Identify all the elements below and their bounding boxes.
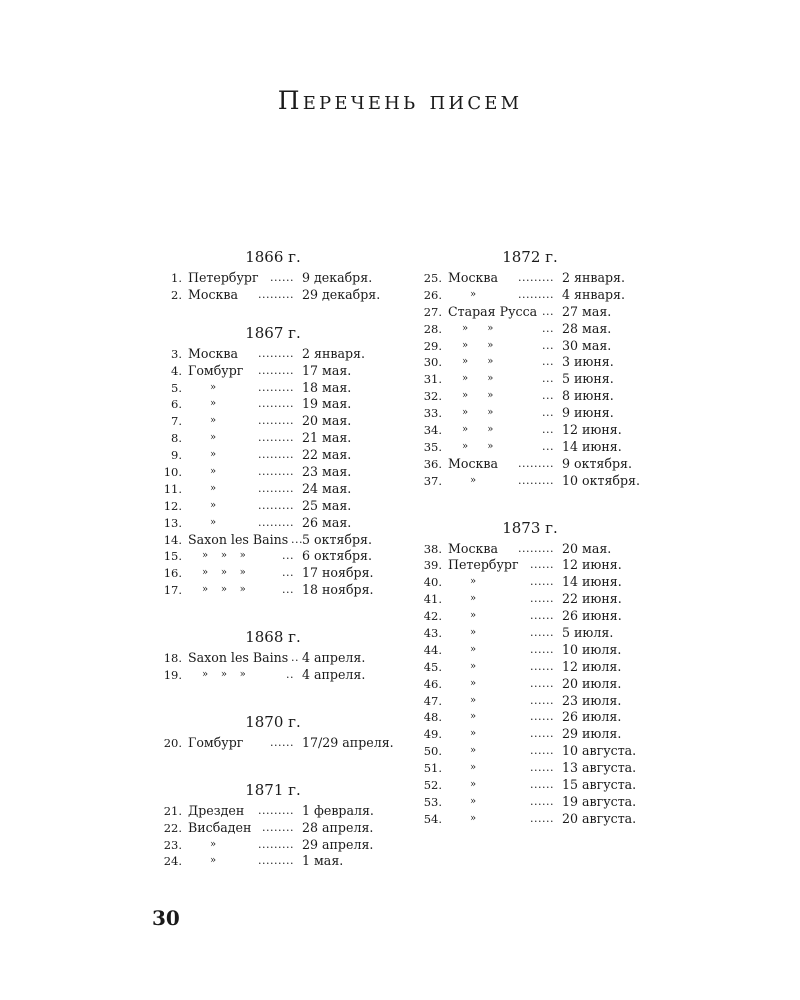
letter-entry [410, 270, 650, 287]
letter-entry [410, 794, 650, 811]
letter-number: 1. [171, 271, 182, 285]
letter-date: 15 августа. [562, 777, 637, 793]
letter-place: » [210, 516, 217, 528]
year-heading: 1866 г. [245, 248, 301, 266]
letter-date: 18 ноября. [302, 582, 374, 598]
letter-number: 17. [163, 583, 182, 598]
letter-number: 13. [163, 515, 182, 530]
letter-entry [410, 743, 650, 760]
letter-entry [410, 541, 650, 558]
letter-date: 23 июля. [562, 692, 622, 708]
letter-number: 54. [423, 811, 442, 826]
leader-dots: ......... [258, 515, 294, 529]
letter-place: » [470, 610, 477, 622]
year-heading: 1873 г. [502, 518, 558, 537]
leader-dots: ...... [530, 794, 554, 808]
letter-place: » [210, 398, 217, 410]
leader-dots: ......... [258, 397, 294, 411]
letter-place: Висбаден [188, 819, 252, 835]
letter-entry [410, 625, 650, 642]
leader-dots: ......... [258, 346, 294, 360]
leader-dots: ... [282, 549, 294, 563]
letter-entry [410, 574, 650, 591]
letter-date: 10 июля. [562, 641, 622, 657]
letter-date: 1 мая. [302, 853, 344, 869]
letter-number: 34. [423, 423, 442, 438]
letter-place: » [470, 474, 477, 486]
letter-entry [150, 837, 390, 854]
letter-date: 3 июня. [562, 354, 614, 370]
letter-place: » [470, 576, 477, 588]
letter-place: » » » [202, 567, 246, 579]
letters-column-right [410, 246, 650, 828]
leader-dots: ...... [530, 710, 554, 724]
letter-date: 22 мая. [302, 447, 352, 463]
letter-number: 25. [423, 271, 442, 285]
letter-place: » [470, 677, 477, 689]
letter-entry [150, 396, 390, 413]
letters-column-left [150, 246, 394, 870]
letter-place: Saxon les Bains [188, 531, 289, 547]
letter-date: 23 мая. [302, 464, 352, 480]
letter-number: 50. [423, 744, 442, 759]
letter-number: 9. [171, 448, 182, 463]
leader-dots: ...... [270, 735, 294, 749]
leader-dots: ... [542, 355, 554, 369]
letter-number: 7. [171, 414, 182, 429]
letter-number: 33. [423, 406, 442, 421]
letter-entry [410, 304, 650, 321]
letter-date: 8 июня. [562, 388, 614, 404]
leader-dots: ......... [258, 803, 294, 817]
leader-dots: ... [542, 423, 554, 437]
letter-entry [410, 405, 650, 422]
leader-dots: ...... [530, 659, 554, 673]
leader-dots: ......... [518, 271, 554, 284]
letter-date: 4 апреля. [302, 650, 366, 666]
leader-dots: ... [542, 406, 554, 420]
letter-place: Гомбург [188, 734, 244, 750]
letter-entry [150, 532, 390, 549]
letter-entry [410, 726, 650, 743]
letter-entry [410, 473, 650, 490]
leader-dots: ...... [530, 642, 554, 656]
leader-dots: ......... [518, 541, 554, 555]
letter-place: Гомбург [188, 362, 244, 378]
letter-number: 4. [171, 363, 182, 378]
letter-place: » [210, 466, 217, 478]
letter-date: 2 января. [562, 270, 625, 285]
leader-dots: ........ [262, 820, 294, 834]
letter-entry [150, 853, 390, 870]
letter-date: 20 августа. [562, 810, 637, 826]
year-heading: 1867 г. [245, 323, 301, 342]
letter-date: 17/29 апреля. [302, 734, 394, 750]
letter-place: » » [462, 356, 494, 368]
letter-place: Saxon les Bains [188, 650, 289, 666]
letter-number: 16. [163, 566, 182, 581]
leader-dots: .. [286, 668, 294, 682]
leader-dots: ... [291, 532, 303, 546]
leader-dots: ...... [530, 609, 554, 623]
letter-entry [410, 321, 650, 338]
letter-place: » » » [202, 669, 246, 681]
letter-number: 39. [423, 558, 442, 573]
letter-date: 22 июня. [562, 591, 622, 607]
letter-entry [150, 498, 390, 515]
leader-dots: ......... [258, 287, 294, 301]
letter-number: 48. [423, 710, 442, 725]
letter-entry [150, 565, 390, 582]
letter-number: 49. [423, 727, 442, 742]
letter-entry [410, 287, 650, 304]
letter-date: 25 мая. [302, 497, 352, 513]
leader-dots: ...... [530, 727, 554, 741]
letter-date: 9 октября. [562, 455, 632, 471]
letter-date: 14 июня. [562, 574, 622, 590]
letter-date: 4 января. [562, 286, 625, 302]
letter-number: 3. [171, 346, 182, 361]
letter-entry [150, 734, 394, 752]
letter-entry [150, 803, 390, 820]
leader-dots: ... [282, 583, 294, 597]
letter-entry [150, 270, 390, 287]
letter-number: 28. [423, 321, 442, 336]
letter-date: 18 мая. [302, 379, 352, 395]
letter-number: 37. [423, 473, 442, 488]
letter-place: Москва [188, 345, 238, 361]
letter-date: 20 мая. [302, 413, 352, 429]
letter-entry [150, 548, 390, 565]
letter-date: 29 апреля. [302, 836, 374, 852]
letter-place: » [470, 694, 477, 706]
letter-date: 17 мая. [302, 362, 352, 378]
year-heading: 1871 г. [245, 780, 301, 799]
leader-dots: ......... [518, 473, 554, 487]
letter-number: 51. [423, 761, 442, 776]
letter-place: » [470, 627, 477, 639]
letter-entry [150, 363, 390, 380]
letter-entry [410, 642, 650, 659]
letter-number: 26. [423, 287, 442, 302]
letter-number: 41. [423, 592, 442, 607]
letter-number: 35. [423, 439, 442, 454]
letter-entry [410, 591, 650, 608]
letter-place: » [470, 288, 477, 300]
letter-date: 12 июля. [562, 658, 622, 674]
letter-date: 14 июня. [562, 438, 622, 454]
letter-place: Москва [448, 455, 498, 471]
letter-place: » [470, 711, 477, 723]
letter-date: 13 августа. [562, 760, 637, 776]
letter-place: » » » [202, 550, 246, 562]
letter-date: 29 июля. [562, 726, 622, 742]
letter-number: 27. [423, 304, 442, 319]
letter-entry [410, 439, 650, 456]
letter-number: 40. [423, 575, 442, 590]
leader-dots: ......... [258, 854, 294, 868]
letter-date: 26 июня. [562, 608, 622, 624]
leader-dots: ...... [270, 271, 294, 284]
letter-entry [410, 371, 650, 388]
letter-date: 17 ноября. [302, 565, 374, 581]
letter-number: 12. [163, 498, 182, 513]
letter-place: Москва [448, 540, 498, 556]
letter-entry [410, 811, 650, 828]
letter-number: 15. [163, 549, 182, 564]
letter-number: 22. [163, 820, 182, 835]
leader-dots: .. [291, 651, 299, 665]
letter-place: » » [462, 440, 494, 452]
page-number: 30 [152, 906, 180, 930]
letter-date: 26 мая. [302, 514, 352, 530]
letter-entry [410, 338, 650, 355]
letter-number: 2. [171, 287, 182, 302]
letter-place: » [470, 728, 477, 740]
letter-number: 6. [171, 397, 182, 412]
letter-entry [410, 388, 650, 405]
leader-dots: ......... [258, 363, 294, 377]
letter-date: 10 октября. [562, 472, 640, 488]
letter-place: » [210, 838, 217, 850]
leader-dots: ...... [530, 778, 554, 792]
letter-entry [410, 456, 650, 473]
letter-number: 38. [423, 541, 442, 556]
letter-number: 44. [423, 642, 442, 657]
letter-date: 26 июля. [562, 709, 622, 725]
letter-number: 31. [423, 372, 442, 387]
letter-entry [410, 608, 650, 625]
letter-place: Москва [188, 286, 238, 302]
letter-date: 30 мая. [562, 337, 612, 353]
leader-dots: ...... [530, 592, 554, 606]
letter-date: 28 апреля. [302, 819, 374, 835]
letter-place: » [210, 855, 217, 867]
letter-date: 5 июля. [562, 625, 614, 641]
letter-place: » [470, 745, 477, 757]
letter-entry [150, 346, 390, 363]
letter-place: Москва [448, 270, 498, 285]
leader-dots: ... [542, 372, 554, 386]
letter-place: » [470, 593, 477, 605]
letter-place: » » [462, 322, 494, 334]
letter-date: 4 апреля. [302, 667, 366, 683]
letter-date: 10 августа. [562, 743, 637, 759]
year-heading: 1870 г. [245, 712, 301, 731]
year-heading: 1872 г. [502, 248, 558, 266]
leader-dots: ......... [258, 431, 294, 445]
letter-place: Петербург [448, 557, 519, 573]
letter-entry [410, 709, 650, 726]
letter-place: » [470, 762, 477, 774]
letter-place: Старая Русса [448, 303, 538, 319]
leader-dots: ...... [530, 558, 554, 572]
letter-place: Дрезден [188, 802, 245, 818]
letter-date: 20 мая. [562, 540, 612, 556]
letter-date: 9 июня. [562, 405, 614, 421]
letter-entry [150, 447, 390, 464]
letter-place: Петербург [188, 270, 259, 285]
letter-entry [410, 659, 650, 676]
letter-number: 18. [163, 651, 182, 666]
letter-entry [410, 557, 650, 574]
letter-date: 5 июня. [562, 371, 614, 387]
year-heading: 1868 г. [245, 628, 301, 647]
letter-number: 24. [163, 854, 182, 869]
letter-place: » [210, 482, 217, 494]
letter-place: » [470, 812, 477, 824]
letter-date: 21 мая. [302, 430, 352, 446]
letter-number: 32. [423, 389, 442, 404]
letter-entry [410, 676, 650, 693]
letter-number: 10. [163, 465, 182, 480]
letter-number: 11. [163, 481, 182, 496]
letter-place: » » » [202, 584, 246, 596]
leader-dots: ......... [258, 380, 294, 394]
letter-place: » [470, 660, 477, 672]
leader-dots: ......... [258, 837, 294, 851]
letter-place: » » [462, 424, 494, 436]
letter-number: 52. [423, 778, 442, 793]
leader-dots: ......... [518, 287, 554, 301]
letter-entry [150, 430, 390, 447]
letter-entry [150, 667, 390, 684]
letter-entry [150, 820, 390, 837]
letter-date: 2 января. [302, 345, 365, 361]
leader-dots: ... [542, 338, 554, 352]
letter-date: 29 декабря. [302, 286, 381, 302]
letter-entry [410, 422, 650, 439]
letter-entry [150, 413, 390, 430]
letter-place: » [470, 643, 477, 655]
letter-number: 19. [163, 668, 182, 683]
letter-place: » » [462, 373, 494, 385]
letter-entry [410, 693, 650, 710]
letter-place: » [470, 779, 477, 791]
letter-date: 12 июня. [562, 422, 622, 438]
leader-dots: ...... [530, 744, 554, 758]
letter-date: 28 мая. [562, 320, 612, 336]
letter-number: 45. [423, 659, 442, 674]
leader-dots: ... [542, 321, 554, 335]
letter-number: 20. [163, 735, 182, 750]
leader-dots: ...... [530, 811, 554, 825]
letter-number: 46. [423, 676, 442, 691]
letter-date: 12 июня. [562, 557, 622, 573]
leader-dots: ......... [258, 481, 294, 495]
letter-number: 36. [423, 456, 442, 471]
letter-date: 6 октября. [302, 548, 372, 564]
leader-dots: ... [542, 439, 554, 453]
letter-entry [410, 354, 650, 371]
letter-entry [150, 380, 390, 397]
letter-entry [410, 777, 650, 794]
leader-dots: ...... [530, 676, 554, 690]
leader-dots: ... [542, 304, 554, 318]
letter-date: 9 декабря. [302, 270, 373, 285]
letter-place: » [210, 499, 217, 511]
letter-number: 8. [171, 431, 182, 446]
letter-number: 23. [163, 837, 182, 852]
letter-entry [150, 481, 390, 498]
letter-place: » [210, 449, 217, 461]
letter-date: 19 августа. [562, 793, 637, 809]
letter-number: 29. [423, 338, 442, 353]
letter-number: 43. [423, 626, 442, 641]
letter-entry [150, 582, 390, 599]
leader-dots: ...... [530, 626, 554, 640]
leader-dots: ......... [518, 456, 554, 470]
letter-entry [150, 464, 390, 481]
letter-entry [410, 760, 650, 777]
letter-date: 5 октября. [302, 531, 372, 547]
letter-place: » [210, 381, 217, 393]
letter-number: 21. [163, 803, 182, 818]
letter-entry [150, 287, 390, 304]
letter-date: 1 февраля. [302, 802, 374, 818]
letter-place: » [470, 795, 477, 807]
letter-place: » » [462, 407, 494, 419]
letter-number: 47. [423, 693, 442, 708]
letter-place: » [210, 432, 217, 444]
leader-dots: ......... [258, 414, 294, 428]
letter-place: » » [462, 339, 494, 351]
letter-number: 42. [423, 609, 442, 624]
letter-entry [150, 650, 390, 667]
letter-date: 19 мая. [302, 396, 352, 412]
leader-dots: ......... [258, 448, 294, 462]
leader-dots: ... [282, 566, 294, 580]
letter-date: 20 июля. [562, 675, 622, 691]
letter-entry [150, 515, 390, 532]
leader-dots: ......... [258, 498, 294, 512]
letter-number: 14. [163, 532, 182, 547]
letter-place: » » [462, 390, 494, 402]
letter-date: 24 мая. [302, 480, 352, 496]
leader-dots: ...... [530, 693, 554, 707]
letter-number: 5. [171, 380, 182, 395]
letter-number: 53. [423, 794, 442, 809]
leader-dots: ...... [530, 575, 554, 589]
page-title: Перечень писем [277, 86, 523, 115]
letter-place: » [210, 415, 217, 427]
letter-number: 30. [423, 355, 442, 370]
letter-date: 27 мая. [562, 303, 612, 319]
leader-dots: ... [542, 389, 554, 403]
leader-dots: ......... [258, 465, 294, 479]
leader-dots: ...... [530, 761, 554, 775]
